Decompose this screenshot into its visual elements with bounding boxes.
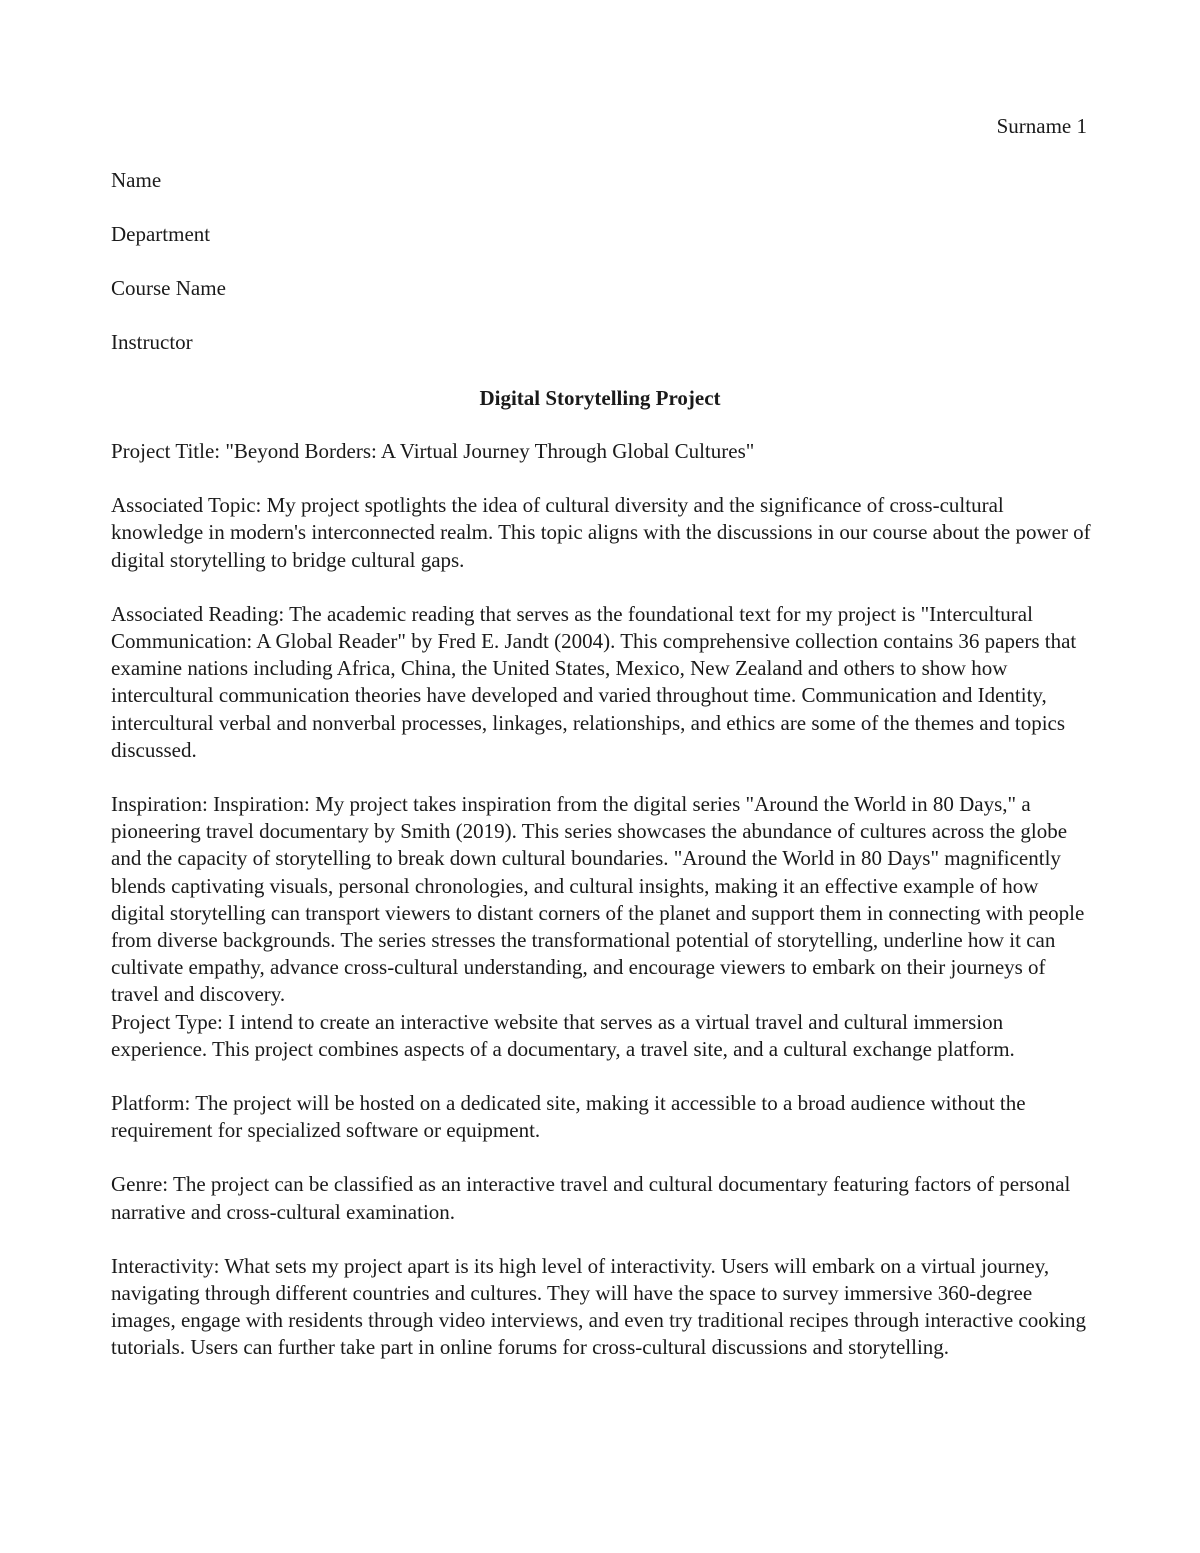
paragraph-interactivity: Interactivity: What sets my project apart is its high level of interactivity. Users will embark on a virtual journey, navigating through different countries and cultures. They will have the space to survey immersive 360-degree images, engage with residents through video interviews, and even try traditional recipes through interactive cooking tutorials. Users can further take part in online forums for cross-cultural discussions and storytelling. [111,1253,1087,1360]
instructor: Instructor [111,330,193,354]
document-title: Digital Storytelling Project [479,386,721,410]
paragraph-genre: Genre: The project can be classified as an interactive travel and cultural documentary featuring factors of personal narrative and cross-cultural examination. [111,1172,1071,1224]
paragraph-project-title: Project Title: "Beyond Borders: A Virtual Journey Through Global Cultures" [111,439,755,463]
document-body [111,438,1091,1362]
department: Department [111,222,211,246]
student-name: Name [111,168,162,192]
paragraph-platform: Platform: The project will be hosted on a dedicated site, making it accessible to a broad audience without the requirement for specialized software or equipment. [111,1091,1026,1143]
course-name: Course Name [111,276,226,300]
paragraph-associated-reading: Associated Reading: The academic reading that serves as the foundational text for my project is "Intercultural Communication: A Global Reader" by Fred E. Jandt (2004). This comprehensive collection contains 36 papers that examine nations including Africa, China, the United States, Mexico, New Zealand and others to show how intercultural communication theories have developed and varied throughout time. Communication and Identity, intercultural verbal and nonverbal processes, linkages, relationships, and ethics are some of the themes and topics discussed. [111,601,1077,762]
paragraph-inspiration: Inspiration: Inspiration: My project takes inspiration from the digital series "Around the World in 80 Days," a pioneering travel documentary by Smith (2019). This series showcases the abundance of cultures across the globe and the capacity of storytelling to break down cultural boundaries. "Around the World in 80 Days" magnificently blends captivating visuals, personal chronologies, and cultural insights, making it an effective example of how digital storytelling can transport viewers to distant corners of the planet and support them in connecting with people from diverse backgrounds. The series stresses the transformational potential of storytelling, underline how it can cultivate empathy, advance cross-cultural understanding, and encourage viewers to embark on their journeys of travel and discovery. [111,792,1085,1007]
paragraph-project-type: Project Type: I intend to create an interactive website that serves as a virtual travel and cultural immersion experience. This project combines aspects of a documentary, a travel site, and a cultural exchange platform. [111,1009,1015,1061]
page-header-surname: Surname 1 [996,114,1087,138]
paragraph-associated-topic: Associated Topic: My project spotlights the idea of cultural diversity and the significance of cross-cultural knowledge in modern's interconnected realm. This topic aligns with the discussions in our course about the power of digital storytelling to bridge cultural gaps. [111,493,1091,572]
heading-block [111,166,226,382]
